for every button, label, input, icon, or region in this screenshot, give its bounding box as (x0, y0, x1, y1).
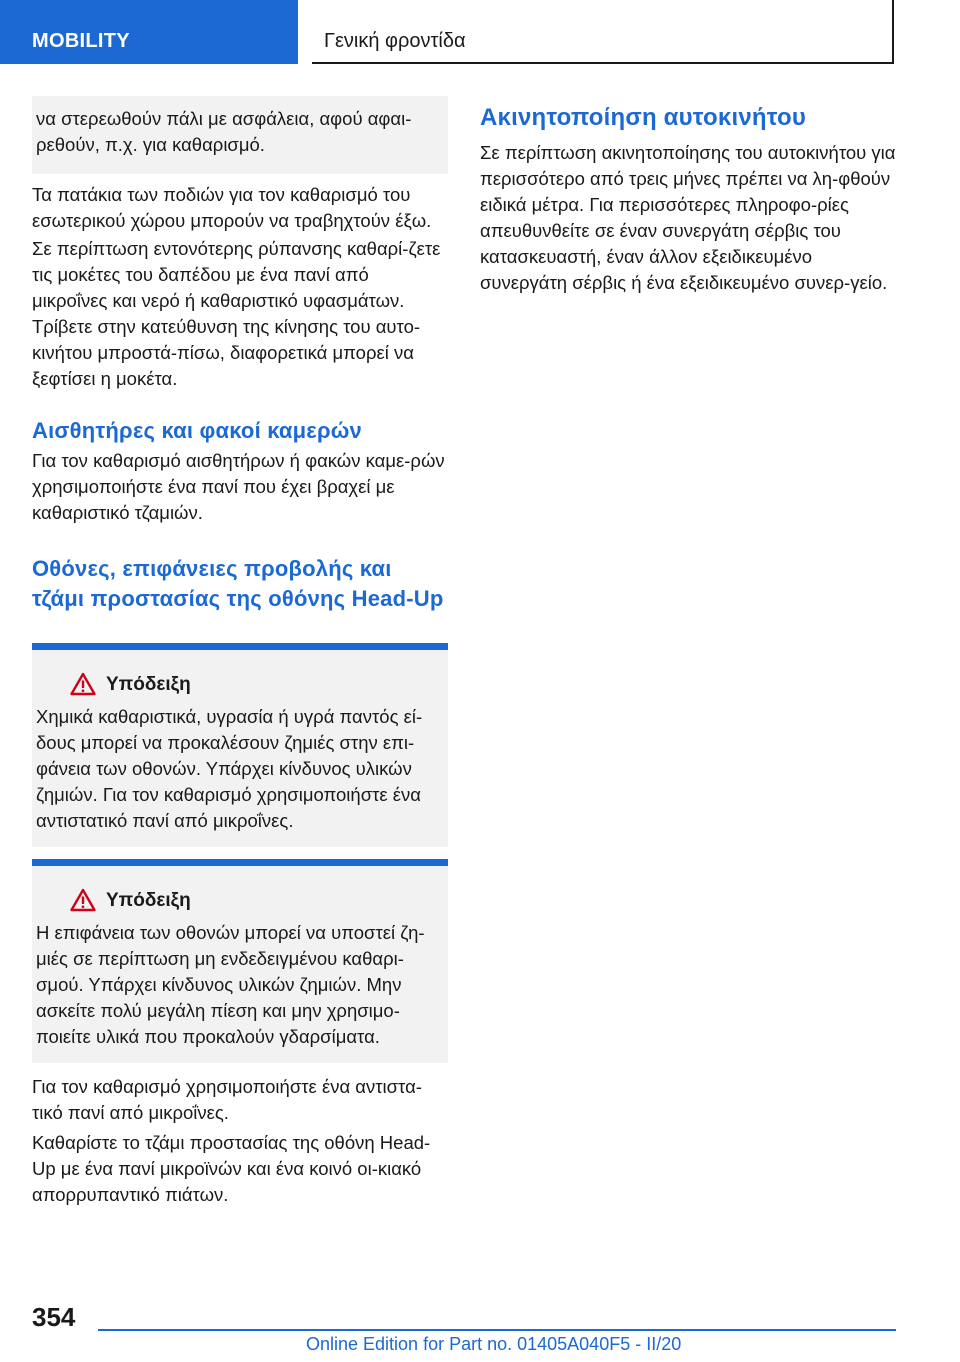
notice-box-2 (32, 859, 448, 1063)
paragraph-carpet-cleaning: Σε περίπτωση εντονότερης ρύπανσης καθαρί-ζετε τις μοκέτες του δαπέδου με ένα πανί από μικροΐνες και νερό ή καθαριστικό υφασμάτων. Τρίβετε στην κατεύθυνση της κίνησης του αυτο-κινήτου μπροστά-πίσω, διαφορετικά μπορεί να ξεφτίσει η μοκέτα. (32, 238, 441, 389)
heading-sensors: Αισθητήρες και φακοί καμερών (32, 418, 362, 443)
intro-text: να στερεωθούν πάλι με ασφάλεια, αφού αφαι-ρεθούν, π.χ. για καθαρισμό. (36, 108, 412, 155)
heading-immobilization: Ακινητοποίηση αυτοκινήτου (480, 104, 807, 131)
footer-divider (98, 1329, 896, 1331)
warning-triangle-icon (70, 672, 96, 696)
heading-displays: Οθόνες, επιφάνειες προβολής και τζάμι προστασίας της οθόνης Head-Up (32, 556, 444, 611)
section-tab (0, 0, 298, 64)
paragraph-headup: Καθαρίστε το τζάμι προστασίας της οθόνη Head-Up με ένα πανί μικροϊνών και ένα κοινό οι-κιακό απορρυπαντικό πιάτων. (32, 1132, 431, 1205)
notice-box-1 (32, 643, 448, 847)
paragraph-sensors: Για τον καθαρισμό αισθητήρων ή φακών καμε-ρών χρησιμοποιήστε ένα πανί που έχει βραχεί με καθαριστικό τζαμιών. (32, 450, 445, 523)
page-number: 354 (32, 1302, 76, 1332)
paragraph-floor-mats: Τα πατάκια των ποδιών για τον καθαρισμό του εσωτερικού χώρου μπορούν να τραβηχτούν έξω. (32, 184, 432, 231)
notice-title: Υπόδειξη (106, 890, 191, 911)
paragraph-antistatic: Για τον καθαρισμό χρησιμοποιήστε ένα αντιστα-τικό πανί από μικροΐνες. (32, 1076, 422, 1123)
notice-title: Υπόδειξη (106, 674, 191, 695)
section-label: MOBILITY (32, 30, 130, 52)
notice-text: Χημικά καθαριστικά, υγρασία ή υγρά παντός εί-δους μπορεί να προκαλέσουν ζημιές στην επι-φάνεια των οθονών. Υπάρχει κίνδυνος υλικών ζημιών. Για τον καθαρισμό χρησιμοποιήστε ένα αντιστατικό πανί από μικροΐνες. (36, 706, 423, 831)
intro-box (32, 96, 448, 174)
warning-triangle-icon (70, 888, 96, 912)
paragraph-immobilization: Σε περίπτωση ακινητοποίησης του αυτοκινήτου για περισσότερο από τρεις μήνες πρέπει να λη-φθούν ειδικά μέτρα. Για περισσότερες πληροφο-ρίες απευθυνθείτε σε έναν συνεργάτη σέρβις του κατασκευαστή, έναν άλλον εξειδικευμένο συνεργάτη σέρβις ή ένα εξειδικευμένο συνερ-γείο. (480, 142, 896, 293)
chapter-header (312, 0, 894, 64)
notice-text: Η επιφάνεια των οθονών μπορεί να υποστεί ζη-μιές σε περίπτωση μη ενδεδειγμένου καθαρι-σμού. Υπάρχει κίνδυνος υλικών ζημιών. Μην ασκείτε πολύ μεγάλη πίεση και μην χρησιμο-ποιείτε υλικά που προκαλούν γδαρσίματα. (36, 922, 425, 1047)
edition-text: Online Edition for Part no. 01405A040F5 - II/20 (306, 1334, 682, 1354)
chapter-title: Γενική φροντίδα (324, 30, 466, 52)
